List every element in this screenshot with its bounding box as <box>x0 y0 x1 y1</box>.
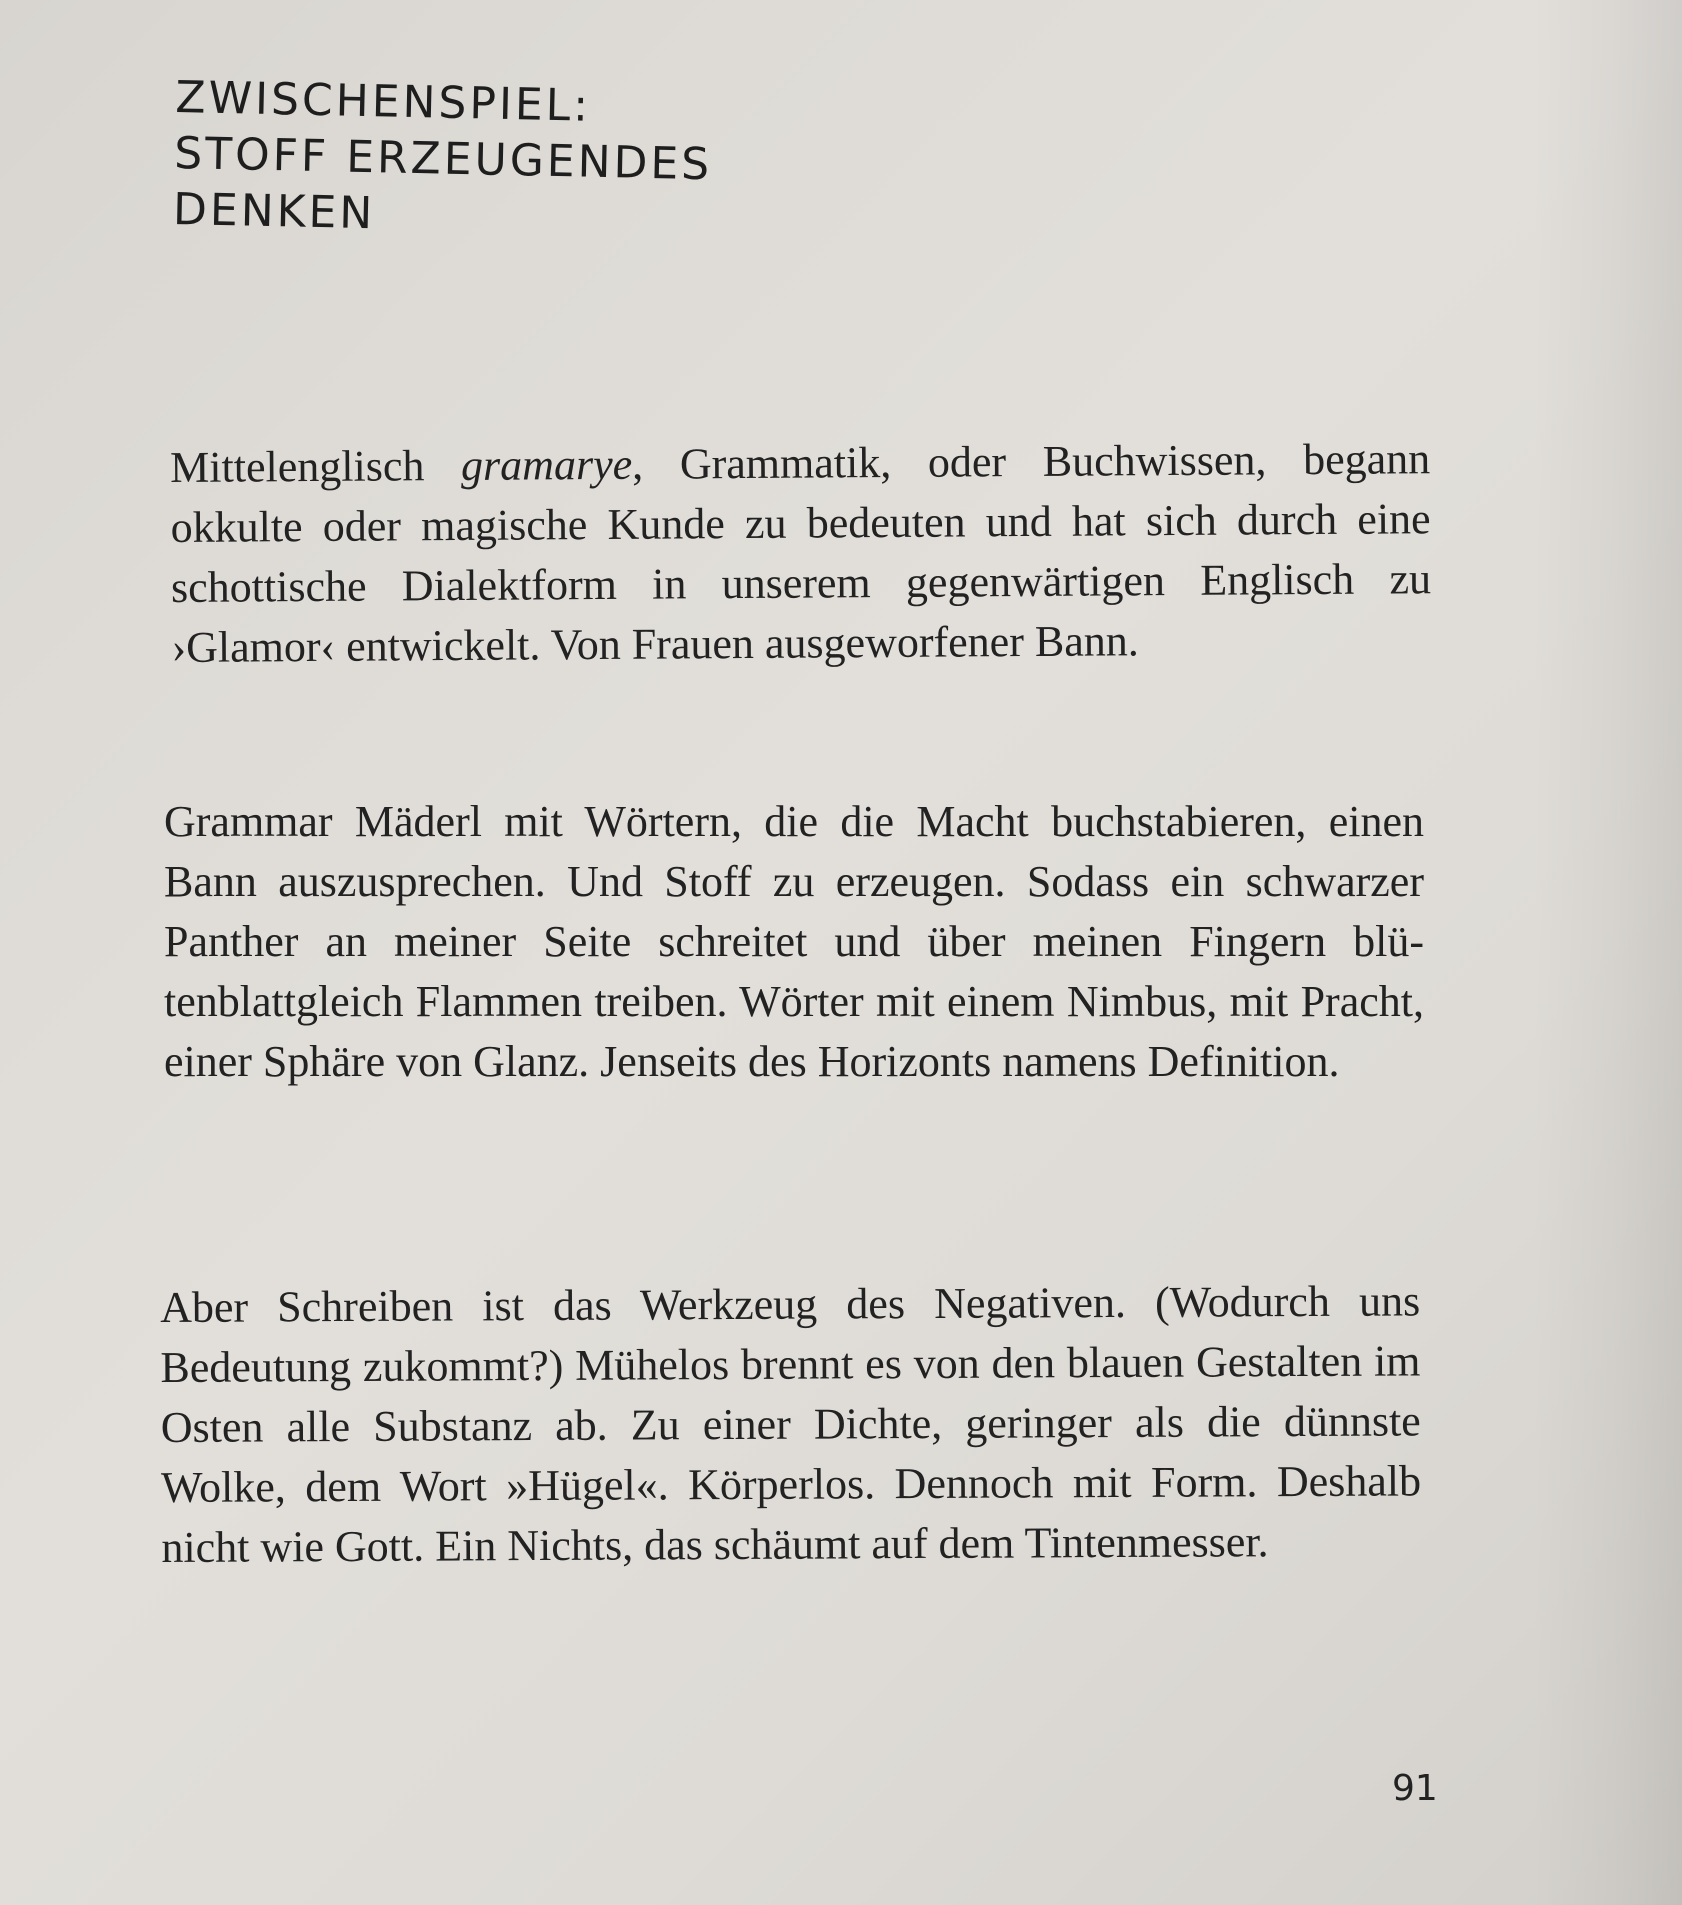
heading-line-1: ZWISCHENSPIEL: <box>174 71 592 132</box>
page-shadow <box>1532 0 1682 1905</box>
chapter-heading <box>172 70 713 249</box>
page-number: 91 <box>1392 1768 1438 1809</box>
paragraph-1-start: Mittelenglisch <box>170 440 462 492</box>
heading-line-3: DENKEN <box>172 183 376 240</box>
paragraph-1 <box>170 429 1432 678</box>
paragraph-1-rest: , Grammatik, oder Buchwissen, begann okkulte oder magische Kunde zu bedeuten und hat sich durch eine schottische Dialektform in unserem gegenwärtigen Englisch zu ›Glamor‹ entwickelt. Von Frauen ausgeworfener Bann. <box>170 434 1432 672</box>
paragraph-2: Grammar Mäderl mit Wörtern, die die Macht buchstabieren, einen Bann auszusprechen. Und Stoff zu erzeugen. Sodass ein schwarzer Panther an meiner Seite schreitet und über meinen Fingern blütenblattgleich Flammen treiben. Wörter mit einem Nimbus, mit Pracht, einer Sphäre von Glanz. Jenseits des Horizonts namens Definition. <box>164 797 1424 1086</box>
paragraph-1-italic-term: gramarye <box>460 439 633 490</box>
paragraph-3: Aber Schreiben ist das Werkzeug des Negativen. (Wodurch uns Bedeutung zukommt?) Mühelos brennt es von den blauen Gestalten im Osten alle Substanz ab. Zu einer Dichte, geringer als die dünnste Wolke, dem Wort »Hügel«. Körperlos. Dennoch mit Form. Deshalb nicht wie Gott. Ein Nichts, das schäumt auf dem Tintenmesser. <box>160 1276 1422 1572</box>
heading-line-2: STOFF ERZEUGENDES <box>173 127 713 191</box>
